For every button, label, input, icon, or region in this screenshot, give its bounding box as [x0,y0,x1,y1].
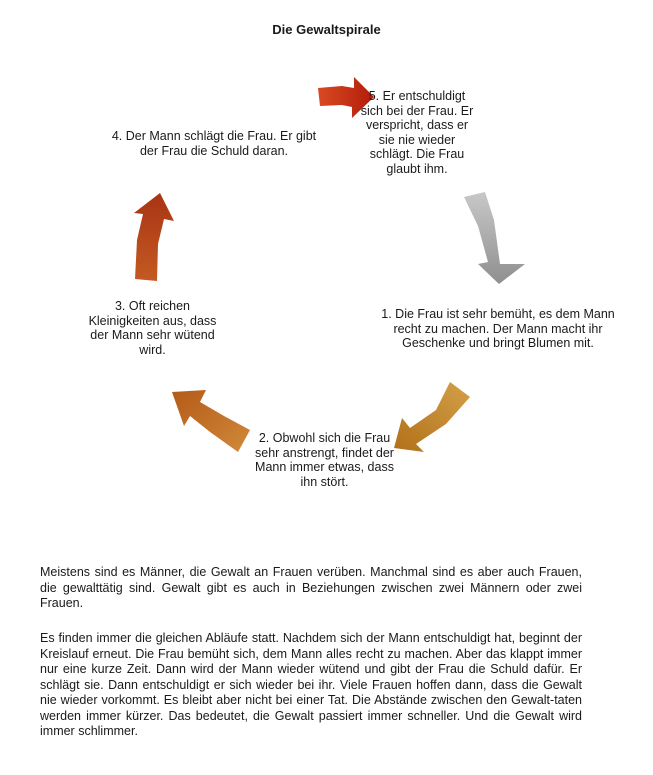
cycle-arrow-3-to-4 [134,193,174,281]
cycle-step-2: 2. Obwohl sich die Frau sehr anstrengt, findet der Mann immer etwas, dass ihn stört. [255,431,394,489]
document-title: Die Gewaltspirale [272,22,381,37]
cycle-step-1: 1. Die Frau ist sehr bemüht, es dem Mann recht zu machen. Der Mann macht ihr Geschenke und bringt Blumen mit. [381,307,615,350]
cycle-arrow-5-to-1 [464,192,525,284]
cycle-step-4: 4. Der Mann schlägt die Frau. Er gibt der Frau die Schuld daran. [111,129,317,158]
cycle-step-3: 3. Oft reichen Kleinigkeiten aus, dass der Mann sehr wütend wird. [88,299,217,357]
body-paragraph-1: Meistens sind es Männer, die Gewalt an Frauen verüben. Manchmal sind es aber auch Frauen, die gewalttätig sind. Gewalt gibt es auch in Beziehungen zwischen zwei Männern oder zwei Frauen. [40,565,582,610]
cycle-arrow-1-to-2 [394,382,470,452]
cycle-step-5: 5. Er entschuldigt sich bei der Frau. Er verspricht, dass er sie nie wieder schlägt. Die Frau glaubt ihm. [360,89,474,176]
cycle-arrow-2-to-3 [172,390,250,452]
body-paragraph-2: Es finden immer die gleichen Abläufe statt. Nachdem sich der Mann entschuldigt hat, beginnt der Kreislauf erneut. Die Frau bemüht sich, dem Mann alles recht zu machen. Aber das klappt immer nur eine kurze Zeit. Dann wird der Mann wieder wütend und gibt der Frau die Schuld dafür. Er schlägt sie. Dann entschuldigt er sich wieder bei ihr. Viele Frauen hoffen dann, dass die Gewalt nie wieder vorkommt. Es bleibt aber nicht bei einer Tat. Die Abstände zwischen den Gewalt-taten werden immer kürzer. Das bedeutet, die Gewalt passiert immer schneller. Und die Gewalt wird immer schlimmer. [40,631,582,738]
